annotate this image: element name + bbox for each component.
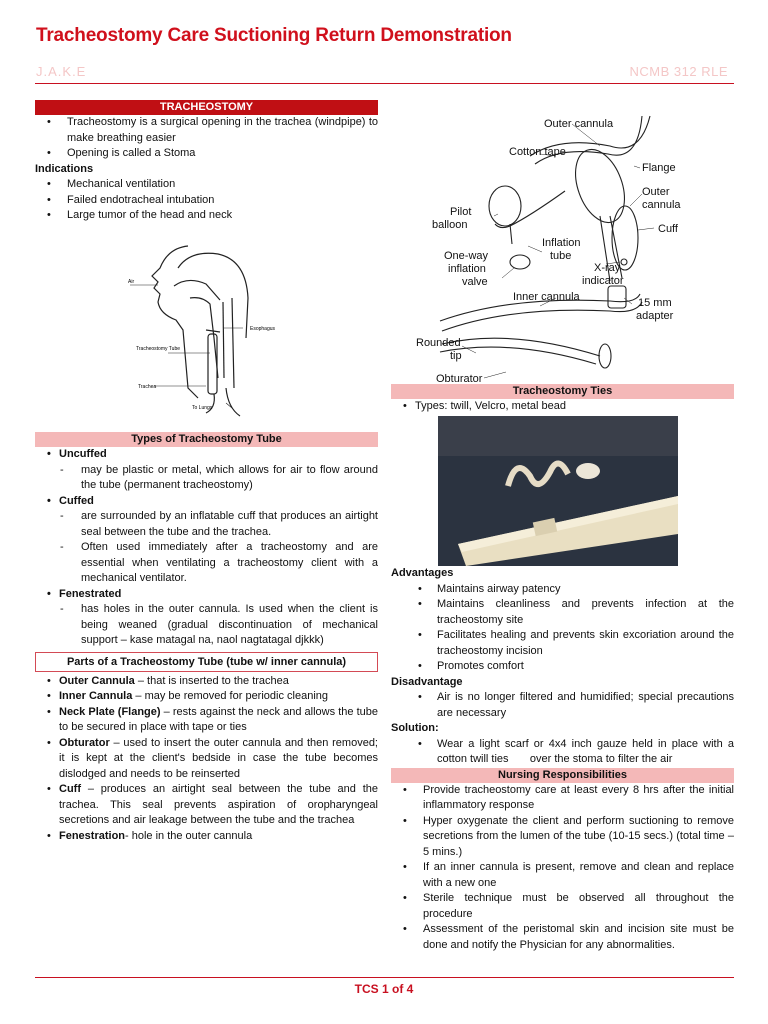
left-column	[35, 100, 378, 224]
list-item: • Large tumor of the head and neck	[35, 208, 378, 224]
advantages-section	[391, 566, 738, 953]
list-item: • Outer Cannula – that is inserted to the trachea	[35, 674, 378, 690]
list-item: • Maintains airway patency	[391, 582, 734, 598]
course-code: NCMB 312 RLE	[629, 64, 728, 79]
disadvantages-list	[391, 690, 734, 721]
footer-divider	[35, 977, 734, 978]
diagram-label-adapter: 15 mm adapter	[636, 297, 674, 322]
diagram-label-cuff: Cuff	[658, 223, 678, 235]
ties-photo	[438, 416, 678, 566]
type-cuffed: • Cuffed	[35, 494, 378, 510]
diagram-label-inner-cannula: Inner cannula	[513, 291, 580, 303]
type-fenestrated: • Fenestrated	[35, 587, 378, 603]
anatomy-label-lungs: To Lungs	[192, 405, 213, 411]
section-bar-parts: Parts of a Tracheostomy Tube (tube w/ inner cannula)	[35, 652, 378, 672]
diagram-label-obturator: Obturator	[436, 373, 483, 384]
list-item: • If an inner cannula is present, remove and clean and replace with a new one	[391, 860, 734, 891]
list-item: • Cuff – produces an airtight seal between the tube and the trachea. This seal prevents aspiration of oropharyngeal secretions and air leakage between the tube and the trachea	[35, 782, 378, 829]
section-bar-nursing: Nursing Responsibilities	[391, 768, 734, 783]
diagram-label-outer-cannula-side: Outer cannula	[642, 186, 681, 211]
section-bar-ties: Tracheostomy Ties	[391, 384, 734, 399]
anatomy-figure	[128, 238, 318, 423]
diagram-label-inflation-tube: Inflation tube	[542, 237, 581, 262]
page-title: Tracheostomy Care Suctioning Return Demonstration	[36, 25, 512, 46]
list-item: • Inner Cannula – may be removed for periodic cleaning	[35, 689, 378, 705]
tracheostomy-list	[35, 115, 378, 162]
indications-heading: Indications	[35, 162, 94, 175]
list-item: • Hyper oxygenate the client and perform suctioning to remove secretions from the lumen of the tube (10-15 secs.) (total time – 5 mins.)	[391, 814, 734, 861]
list-item: • Failed endotracheal intubation	[35, 193, 378, 209]
type-uncuffed: • Uncuffed	[35, 447, 378, 463]
list-item: • Mechanical ventilation	[35, 177, 378, 193]
diagram-label-rounded-tip: Rounded tip	[416, 337, 462, 362]
trach-tube-diagram	[410, 106, 700, 384]
list-item: • Sterile technique must be observed all throughout the procedure	[391, 891, 734, 922]
list-item: • Neck Plate (Flange) – rests against the neck and allows the tube to be secured in place with tape or ties	[35, 705, 378, 736]
type-cuffed-desc: - Often used immediately after a tracheostomy and are essential when ventilating a tracheostomy client with a mechanical ventilator.	[35, 540, 378, 587]
anatomy-label-trachea: Trachea	[138, 384, 157, 390]
ties-photo-image	[438, 416, 678, 566]
advantages-heading: Advantages	[391, 567, 454, 579]
list-item: • Provide tracheostomy care at least every 8 hrs after the initial inflammatory response	[391, 783, 734, 814]
section-bar-tracheostomy: TRACHEOSTOMY	[35, 100, 378, 115]
solutions-list	[391, 737, 738, 768]
anatomy-label-air: Air	[128, 279, 135, 285]
list-item: • Tracheostomy is a surgical opening in the trachea (windpipe) to make breathing easier	[35, 115, 378, 146]
list-item: • Assessment of the peristomal skin and incision site must be done and notify the Physician for any abnormalities.	[391, 922, 734, 953]
advantages-list	[391, 582, 734, 675]
list-item: • Promotes comfort	[391, 659, 734, 675]
diagram-label-xray: X-ray indicator	[582, 262, 624, 287]
types-section	[35, 432, 378, 844]
diagram-label-one-way-valve: One-way inflation valve	[444, 250, 489, 288]
list-item: • Obturator – used to insert the outer cannula and then removed; it is kept at the client's bedside in case the tube becomes dislodged and needs to be reinserted	[35, 736, 378, 783]
ties-section	[391, 384, 734, 415]
list-item: • Fenestration- hole in the outer cannula	[35, 829, 378, 845]
disadvantage-heading: Disadvantage	[391, 675, 463, 688]
type-fenestrated-desc: - has holes in the outer cannula. Is used when the client is being weaned (gradual discontinuation of mechanical support – kase matagal na, naol nagtatagal djkkk)	[35, 602, 378, 649]
solution-heading: Solution:	[391, 722, 439, 734]
diagram-label-flange: Flange	[642, 162, 676, 174]
types-list	[35, 447, 378, 463]
anatomy-label-tube: Tracheostomy Tube	[136, 346, 181, 352]
list-item: • Facilitates healing and prevents skin excoriation around the tracheostomy incision	[391, 628, 734, 659]
type-uncuffed-desc: - may be plastic or metal, which allows for air to flow around the tube (permanent tracheostomy)	[35, 463, 378, 494]
list-item: • Maintains cleanliness and prevents infection at the tracheostomy site	[391, 597, 734, 628]
section-bar-types: Types of Tracheostomy Tube	[35, 432, 378, 447]
parts-list	[35, 674, 378, 845]
anatomy-label-esophagus: Esophagus	[250, 326, 276, 332]
page-footer: TCS 1 of 4	[354, 982, 414, 996]
list-item: • Opening is called a Stoma	[35, 146, 378, 162]
diagram-label-cotton-tape: Cotton tape	[509, 146, 566, 158]
ties-types: • Types: twill, Velcro, metal bead	[391, 399, 734, 415]
author-initials: J.A.K.E	[36, 64, 87, 79]
nursing-list	[391, 783, 734, 954]
header-divider	[35, 83, 734, 84]
list-item: • Air is no longer filtered and humidified; special precautions are necessary	[391, 690, 734, 721]
indications-list	[35, 177, 378, 224]
diagram-label-outer-cannula: Outer cannula	[544, 118, 614, 130]
list-item: • Wear a light scarf or 4x4 inch gauze held in place with a cotton twill ties over the stoma to filter the air	[391, 737, 734, 768]
diagram-label-pilot-balloon: Pilot balloon	[432, 206, 472, 231]
type-cuffed-desc: - are surrounded by an inflatable cuff that produces an airtight seal between the tube and the trachea.	[35, 509, 378, 540]
